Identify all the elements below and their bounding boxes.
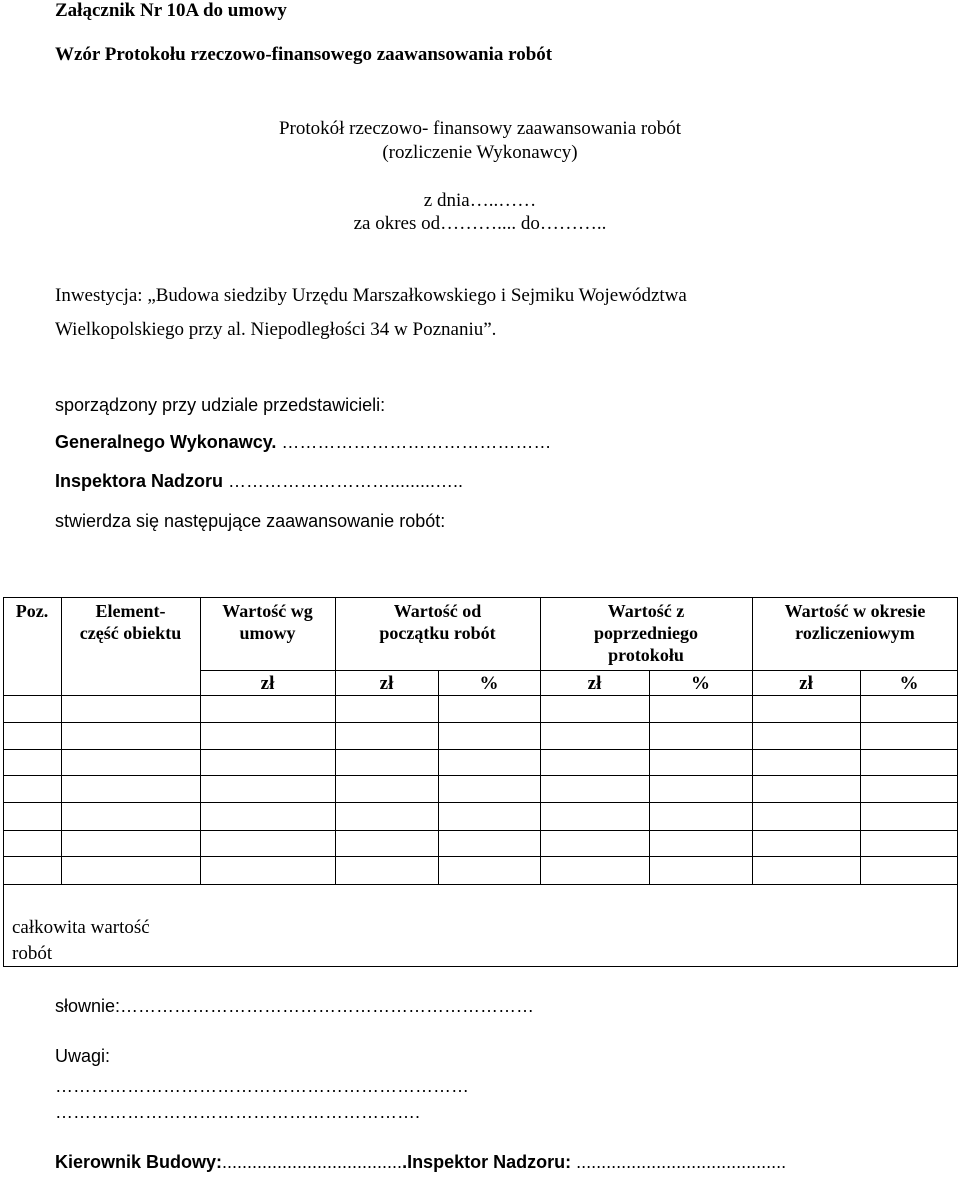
- investment-line-1: [55, 285, 687, 307]
- col-header-period-value-1: Wartość w okresie: [784, 601, 926, 621]
- col-header-value-from-start-2: początku robót: [379, 623, 496, 643]
- col-header-element: [61, 600, 200, 644]
- progress-table: [3, 597, 958, 967]
- col-header-period-value-2: rozliczeniowym: [795, 623, 915, 643]
- col-header-previous-protocol-1: Wartość z: [607, 601, 685, 621]
- col-header-period-value: [752, 600, 958, 644]
- unit-cell: %: [479, 673, 499, 694]
- amount-in-words: słownie:……………………………………………………………: [55, 996, 535, 1016]
- col-header-contract-value-1: Wartość wg: [222, 601, 313, 621]
- protocol-title: Protokół rzeczowo- finansowy zaawansowania robót: [278, 118, 682, 139]
- col-header-value-from-start: [335, 600, 540, 644]
- signature-line: [55, 1152, 786, 1173]
- col-header-poz: Poz.: [15, 601, 49, 621]
- date-line: z dnia…..……: [423, 190, 537, 211]
- inspector-dots: ……………………….........…..: [228, 471, 464, 491]
- gw-dots: ………………………………………: [281, 432, 552, 452]
- inspector-label: Inspektora Nadzoru: [55, 471, 224, 491]
- col-header-previous-protocol-3: protokołu: [608, 645, 684, 665]
- remarks-line-2: …………………………………………………….: [55, 1102, 421, 1122]
- inspector-signature-label: .Inspektor Nadzoru:: [402, 1152, 572, 1172]
- investment-name-2: Wielkopolskiego przy al. Niepodległości 34 w Poznaniu”.: [55, 319, 497, 340]
- total-value-label-1: całkowita wartość: [12, 917, 150, 938]
- protocol-subtitle: (rozliczenie Wykonawcy): [382, 142, 578, 163]
- unit-cell: zł: [379, 673, 394, 694]
- col-header-previous-protocol-2: poprzedniego: [593, 623, 698, 643]
- template-title: Wzór Protokołu rzeczowo-finansowego zaawansowania robót: [55, 44, 553, 65]
- col-header-previous-protocol: [540, 600, 752, 666]
- col-header-contract-value: [200, 600, 335, 644]
- gw-line: [55, 432, 551, 453]
- investment-label: Inwestycja:: [55, 285, 143, 306]
- site-manager-label: Kierownik Budowy:: [55, 1152, 223, 1172]
- remarks-line-1: ……………………………………………………………: [55, 1076, 469, 1096]
- col-header-contract-value-2: umowy: [239, 623, 296, 643]
- unit-cell: zł: [260, 673, 275, 694]
- col-header-element-1: Element-: [95, 601, 166, 621]
- unit-cell: zł: [799, 673, 813, 694]
- site-manager-dots: ....................................: [222, 1152, 403, 1172]
- unit-cell: %: [899, 673, 919, 694]
- col-header-element-2: część obiektu: [79, 623, 182, 643]
- annex-number: Załącznik Nr 10A do umowy: [55, 0, 287, 21]
- period-line: za okres od……….... do………..: [353, 213, 607, 234]
- progress-statement: stwierdza się następujące zaawansowanie robót:: [55, 511, 446, 531]
- inspector-line: [55, 471, 463, 492]
- unit-cell: %: [691, 673, 710, 694]
- col-header-value-from-start-1: Wartość od: [393, 601, 482, 621]
- investment-name-1: „Budowa siedziby Urzędu Marszałkowskiego i Sejmiku Województwa: [147, 285, 687, 306]
- total-value-label-2: robót: [12, 943, 53, 964]
- inspector-signature-dots: ..........................................: [571, 1152, 787, 1172]
- participants-intro: sporządzony przy udziale przedstawicieli:: [55, 395, 386, 415]
- total-value-label: [12, 915, 150, 967]
- unit-cell: zł: [587, 673, 602, 694]
- remarks-label: Uwagi:: [55, 1046, 111, 1066]
- gw-label: Generalnego Wykonawcy.: [55, 432, 277, 452]
